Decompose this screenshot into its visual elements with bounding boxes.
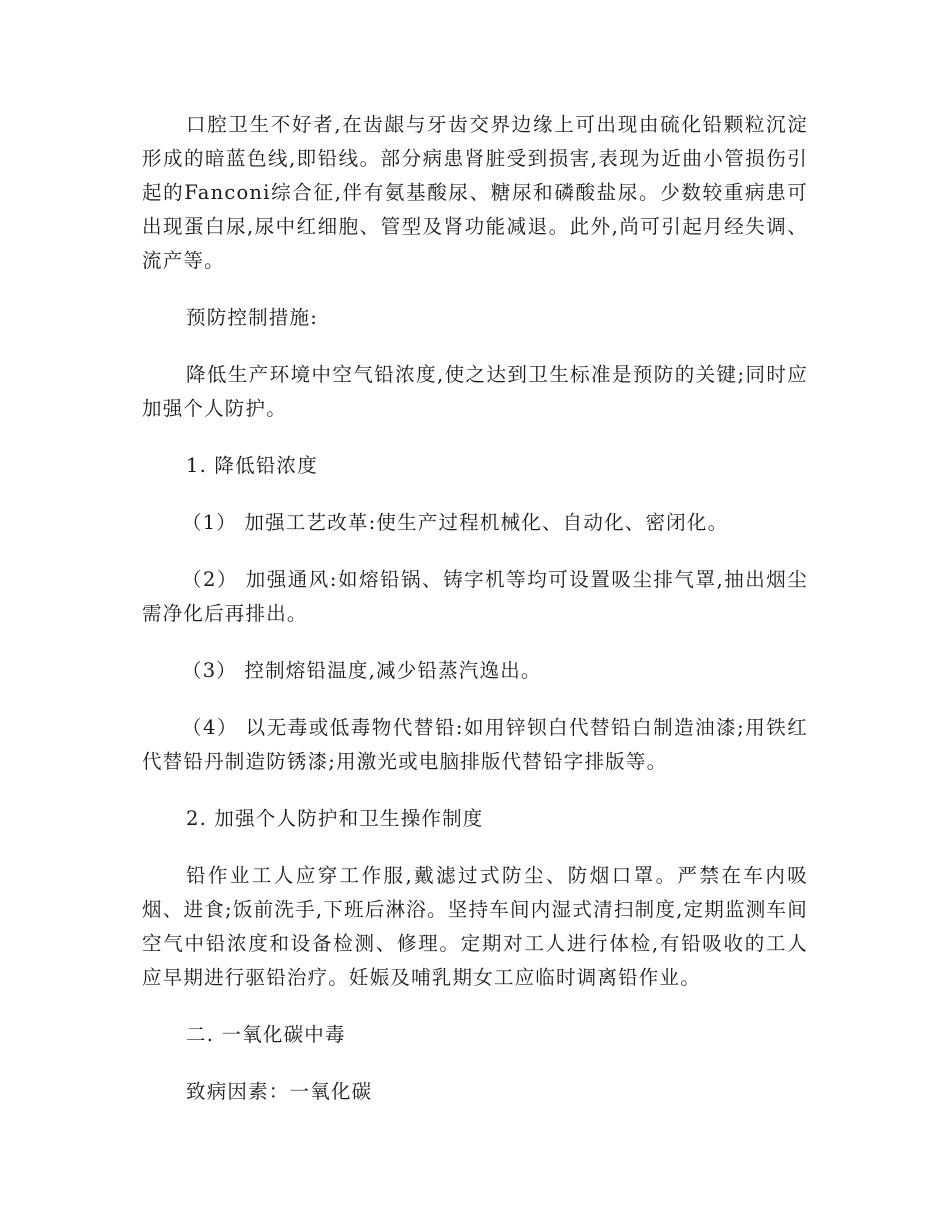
- list-item-substitution: （4） 以无毒或低毒物代替铅:如用锌钡白代替铅白制造油漆;用铁红代替铅丹制造防锈漆;用激光或电脑排版代替铅字排版等。: [142, 716, 808, 773]
- section-heading-co-poisoning: 二. 一氧化碳中毒: [186, 1023, 346, 1046]
- subheading-reduce-lead: 1. 降低铅浓度: [186, 454, 318, 477]
- document-page: [142, 108, 808, 1132]
- paragraph-prevention-key: 降低生产环境中空气铅浓度,使之达到卫生标准是预防的关键;同时应加强个人防护。: [142, 363, 808, 420]
- section-heading-prevention: 预防控制措施:: [186, 306, 318, 329]
- list-item-temperature-control: （3） 控制熔铅温度,减少铅蒸汽逸出。: [182, 659, 542, 682]
- list-item-ventilation: （2） 加强通风:如熔铅锅、铸字机等均可设置吸尘排气罩,抽出烟尘需净化后再排出。: [142, 568, 808, 625]
- paragraph-cause: 致病因素：一氧化碳: [186, 1080, 373, 1103]
- paragraph-personal-protection: 铅作业工人应穿工作服,戴滤过式防尘、防烟口罩。严禁在车内吸烟、进食;饭前洗手,下班后淋浴。坚持车间内湿式清扫制度,定期监测车间空气中铅浓度和设备检测、修理。定期对工人进行体检,有铅吸收的工人应早期进行驱铅治疗。妊娠及哺乳期女工应临时调离铅作业。: [142, 864, 808, 989]
- subheading-personal-protection: 2. 加强个人防护和卫生操作制度: [186, 807, 484, 830]
- list-item-process-reform: （1） 加强工艺改革:使生产过程机械化、自动化、密闭化。: [182, 511, 729, 534]
- paragraph-lead-line-symptoms: 口腔卫生不好者,在齿龈与牙齿交界边缘上可出现由硫化铅颗粒沉淀形成的暗蓝色线,即铅线。部分病患肾脏受到损害,表现为近曲小管损伤引起的Fanconi综合征,伴有氨基酸尿、糖尿和磷酸盐尿。少数较重病患可出现蛋白尿,尿中红细胞、管型及肾功能减退。此外,尚可引起月经失调、流产等。: [142, 113, 808, 272]
